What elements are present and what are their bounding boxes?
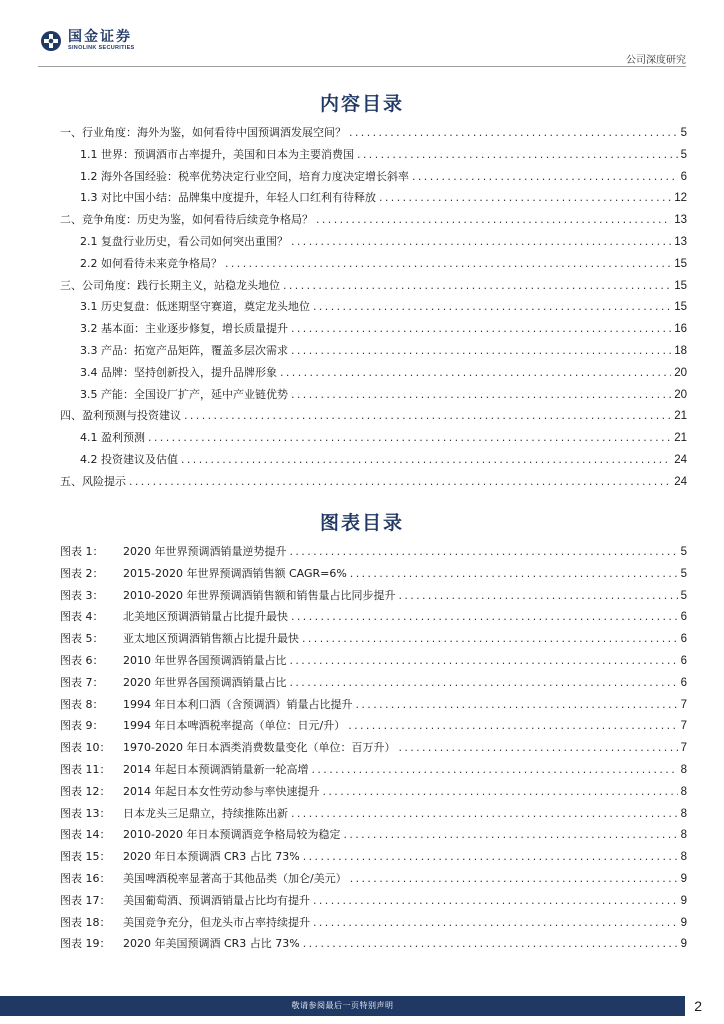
figure-number: 图表 13： bbox=[60, 806, 111, 820]
figure-entry[interactable] bbox=[60, 650, 687, 672]
figure-entry-text bbox=[60, 759, 309, 781]
toc-entry-label: 1.2 海外各国经验：税率优势决定行业空间，培育力度决定增长斜率 bbox=[80, 169, 409, 183]
toc-entry[interactable] bbox=[60, 296, 687, 318]
toc-entry-page: 24 bbox=[674, 453, 687, 466]
toc-entry-page: 13 bbox=[674, 214, 687, 227]
list-of-figures bbox=[60, 541, 687, 955]
figure-dot-leader bbox=[291, 606, 678, 628]
toc-entry[interactable] bbox=[60, 166, 687, 188]
toc-entry[interactable] bbox=[60, 384, 687, 406]
figure-entry-page: 5 bbox=[680, 589, 687, 602]
logo-english-name: SINOLINK SECURITIES bbox=[68, 45, 135, 51]
figure-number: 图表 3： bbox=[60, 588, 104, 602]
figure-dot-leader bbox=[290, 650, 678, 672]
toc-entry-page: 20 bbox=[674, 388, 687, 401]
toc-entry-label: 3.1 历史复盘：低迷期坚守赛道，奠定龙头地位 bbox=[80, 300, 310, 314]
toc-entry[interactable] bbox=[60, 144, 687, 166]
figure-caption: 1970-2020 年日本酒类消费数量变化（单位：百万升） bbox=[123, 741, 396, 755]
toc-entry[interactable] bbox=[60, 231, 687, 253]
figure-entry-text bbox=[60, 650, 287, 672]
toc-dot-leader bbox=[129, 471, 671, 493]
toc-entry[interactable] bbox=[60, 340, 687, 362]
company-logo bbox=[40, 28, 135, 54]
figure-entry-page: 6 bbox=[680, 654, 687, 667]
figure-caption: 2010 年世界各国预调酒销量占比 bbox=[123, 653, 287, 667]
figure-number: 图表 15： bbox=[60, 850, 111, 864]
figure-entry-text bbox=[60, 890, 310, 912]
figure-entry-text bbox=[60, 694, 353, 716]
toc-entry[interactable] bbox=[60, 209, 687, 231]
toc-entry-page: 21 bbox=[674, 410, 687, 423]
figure-entry-text bbox=[60, 672, 287, 694]
figure-number: 图表 11： bbox=[60, 762, 111, 776]
figures-title: 图表目录 bbox=[319, 512, 404, 534]
toc-entry-label: 1.3 对比中国小结：品牌集中度提升，年轻人口红利有待释放 bbox=[80, 191, 376, 205]
figure-entry-text bbox=[60, 563, 347, 585]
figure-entry-text bbox=[60, 824, 340, 846]
toc-entry-page: 15 bbox=[674, 301, 687, 314]
toc-entry-page: 20 bbox=[674, 366, 687, 379]
figure-entry-page: 7 bbox=[680, 742, 687, 755]
figure-number: 图表 10： bbox=[60, 741, 111, 755]
figure-entry-page: 9 bbox=[680, 938, 687, 951]
figure-number: 图表 2： bbox=[60, 566, 104, 580]
toc-entry-page: 16 bbox=[674, 323, 687, 336]
figure-entry-page: 9 bbox=[680, 894, 687, 907]
toc-title: 内容目录 bbox=[319, 93, 404, 115]
toc-entry-page: 12 bbox=[674, 192, 687, 205]
figure-caption: 2015-2020 年世界预调酒销售额 CAGR=6% bbox=[123, 566, 347, 580]
figure-entry[interactable] bbox=[60, 846, 687, 868]
figure-entry[interactable] bbox=[60, 541, 687, 563]
figure-entry-page: 7 bbox=[680, 698, 687, 711]
figure-number: 图表 18： bbox=[60, 915, 111, 929]
figure-entry-page: 6 bbox=[680, 676, 687, 689]
toc-dot-leader bbox=[184, 405, 671, 427]
toc-entry[interactable] bbox=[60, 122, 687, 144]
figure-dot-leader bbox=[312, 759, 678, 781]
toc-entry[interactable] bbox=[60, 405, 687, 427]
figure-number: 图表 9： bbox=[60, 719, 104, 733]
figure-entry-text bbox=[60, 541, 287, 563]
figure-entry-page: 8 bbox=[680, 763, 687, 776]
figure-entry-text bbox=[60, 846, 300, 868]
figure-caption: 2014 年起日本女性劳动参与率快速提升 bbox=[123, 784, 320, 798]
figure-entry[interactable] bbox=[60, 672, 687, 694]
figure-entry[interactable] bbox=[60, 824, 687, 846]
toc-entry-page: 15 bbox=[674, 279, 687, 292]
figure-entry[interactable] bbox=[60, 563, 687, 585]
figure-dot-leader bbox=[323, 781, 678, 803]
figure-number: 图表 7： bbox=[60, 675, 104, 689]
figure-dot-leader bbox=[313, 912, 678, 934]
figure-caption: 2020 年世界预调酒销量逆势提升 bbox=[123, 545, 287, 558]
figure-entry-text bbox=[60, 912, 310, 934]
figure-number: 图表 6： bbox=[60, 653, 104, 667]
toc-entry-label: 五、风险提示 bbox=[60, 474, 126, 488]
toc-entry-label: 四、盈利预测与投资建议 bbox=[60, 409, 181, 423]
toc-entry[interactable] bbox=[60, 449, 687, 471]
figure-caption: 北美地区预调酒销量占比提升最快 bbox=[123, 610, 288, 624]
table-of-contents bbox=[60, 122, 687, 493]
sinolink-logo-icon bbox=[40, 30, 62, 52]
toc-entry-label: 4.2 投资建议及估值 bbox=[80, 452, 178, 466]
figure-entry-page: 5 bbox=[680, 567, 687, 580]
figure-entry-text bbox=[60, 737, 395, 759]
footer-disclaimer: 敬请参阅最后一页特别声明 bbox=[291, 1001, 394, 1010]
toc-dot-leader bbox=[291, 231, 671, 253]
toc-dot-leader bbox=[291, 340, 671, 362]
figure-entry-text bbox=[60, 803, 288, 825]
figure-dot-leader bbox=[290, 541, 678, 563]
figure-entry-text bbox=[60, 781, 320, 803]
figure-entry[interactable] bbox=[60, 933, 687, 955]
figure-entry-text bbox=[60, 606, 288, 628]
figure-caption: 美国啤酒税率显著高于其他品类（加仑/美元） bbox=[123, 871, 347, 885]
figure-number: 图表 4： bbox=[60, 610, 104, 624]
figure-dot-leader bbox=[313, 890, 678, 912]
toc-dot-leader bbox=[316, 209, 671, 231]
toc-entry-label: 3.2 基本面：主业逐步修复，增长质量提升 bbox=[80, 322, 288, 336]
toc-dot-leader bbox=[283, 275, 671, 297]
figure-number: 图表 17： bbox=[60, 893, 111, 907]
figure-entry[interactable] bbox=[60, 803, 687, 825]
figure-caption: 2010-2020 年日本预调酒竞争格局较为稳定 bbox=[123, 828, 341, 842]
toc-entry[interactable] bbox=[60, 427, 687, 449]
figure-entry-page: 8 bbox=[680, 851, 687, 864]
toc-dot-leader bbox=[280, 362, 671, 384]
toc-entry[interactable] bbox=[60, 471, 687, 493]
logo-chinese-name: 国金证券 bbox=[68, 29, 132, 45]
toc-entry-label: 3.5 产能：全国设厂扩产，延中产业链优势 bbox=[80, 387, 288, 401]
figure-entry-text bbox=[60, 585, 395, 607]
toc-dot-leader bbox=[291, 318, 671, 340]
toc-dot-leader bbox=[181, 449, 671, 471]
figure-number: 图表 14： bbox=[60, 828, 111, 842]
figure-caption: 2020 年世界各国预调酒销量占比 bbox=[123, 675, 287, 689]
toc-entry-label: 4.1 盈利预测 bbox=[80, 431, 145, 445]
figure-entry-page: 6 bbox=[680, 611, 687, 624]
figure-number: 图表 5： bbox=[60, 632, 104, 646]
toc-entry-page: 13 bbox=[674, 235, 687, 248]
figure-dot-leader bbox=[343, 824, 677, 846]
figure-dot-leader bbox=[302, 628, 678, 650]
figure-entry[interactable] bbox=[60, 781, 687, 803]
header-divider bbox=[38, 66, 686, 67]
toc-dot-leader bbox=[148, 427, 671, 449]
figure-entry-page: 9 bbox=[680, 916, 687, 929]
figure-caption: 亚太地区预调酒销售额占比提升最快 bbox=[123, 632, 299, 646]
figure-dot-leader bbox=[303, 933, 678, 955]
figure-caption: 美国竞争充分，但龙头市占率持续提升 bbox=[123, 915, 310, 929]
figure-number: 图表 19： bbox=[60, 937, 111, 951]
figure-dot-leader bbox=[290, 672, 678, 694]
figure-entry-text bbox=[60, 868, 347, 890]
toc-dot-leader bbox=[349, 122, 678, 144]
toc-dot-leader bbox=[291, 384, 671, 406]
figure-caption: 2010-2020 年世界预调酒销售额和销售量占比同步提升 bbox=[123, 588, 396, 602]
figure-entry[interactable] bbox=[60, 912, 687, 934]
toc-entry-label: 3.4 品牌：坚持创新投入，提升品牌形象 bbox=[80, 365, 277, 379]
toc-entry-label: 一、行业角度：海外为鉴，如何看待中国预调酒发展空间？ bbox=[60, 126, 346, 139]
toc-dot-leader bbox=[412, 166, 678, 188]
toc-entry-label: 1.1 世界：预调酒市占率提升，美国和日本为主要消费国 bbox=[80, 147, 354, 161]
toc-entry[interactable] bbox=[60, 187, 687, 209]
toc-entry-label: 2.2 如何看待未来竞争格局？ bbox=[80, 256, 222, 270]
toc-entry-page: 21 bbox=[674, 432, 687, 445]
toc-entry-label: 三、公司角度：践行长期主义，站稳龙头地位 bbox=[60, 278, 280, 292]
figure-entry[interactable] bbox=[60, 585, 687, 607]
toc-entry-page: 15 bbox=[674, 257, 687, 270]
toc-entry[interactable] bbox=[60, 318, 687, 340]
figure-entry[interactable] bbox=[60, 890, 687, 912]
figure-entry-page: 7 bbox=[680, 720, 687, 733]
toc-entry[interactable] bbox=[60, 362, 687, 384]
figure-entry[interactable] bbox=[60, 759, 687, 781]
figure-entry-text bbox=[60, 933, 300, 955]
figure-entry[interactable] bbox=[60, 606, 687, 628]
figure-dot-leader bbox=[291, 803, 678, 825]
figure-entry-page: 8 bbox=[680, 785, 687, 798]
toc-entry-page: 5 bbox=[680, 127, 687, 139]
figure-dot-leader bbox=[350, 868, 678, 890]
figure-caption: 2020 年美国预调酒 CR3 占比 73% bbox=[123, 937, 300, 951]
figure-caption: 2020 年日本预调酒 CR3 占比 73% bbox=[123, 850, 300, 864]
figure-dot-leader bbox=[398, 585, 677, 607]
figure-number: 图表 8： bbox=[60, 697, 104, 711]
figure-entry-text bbox=[60, 628, 299, 650]
toc-entry-label: 2.1 复盘行业历史，看公司如何突出重围？ bbox=[80, 234, 288, 248]
figure-number: 图表 16： bbox=[60, 871, 111, 885]
toc-entry-page: 5 bbox=[680, 148, 687, 161]
figure-dot-leader bbox=[398, 737, 677, 759]
toc-dot-leader bbox=[225, 253, 671, 275]
toc-dot-leader bbox=[379, 187, 671, 209]
toc-dot-leader bbox=[313, 296, 671, 318]
figure-entry[interactable] bbox=[60, 715, 687, 737]
figure-caption: 1994 年日本啤酒税率提高（单位：日元/升） bbox=[123, 719, 346, 733]
figure-caption: 2014 年起日本预调酒销量新一轮高增 bbox=[123, 762, 309, 776]
figure-caption: 美国葡萄酒、预调酒销量占比均有提升 bbox=[123, 893, 310, 907]
toc-entry-page: 24 bbox=[674, 475, 687, 488]
toc-entry-label: 二、竞争角度：历史为鉴，如何看待后续竞争格局？ bbox=[60, 213, 313, 227]
figure-caption: 1994 年日本利口酒（含预调酒）销量占比提升 bbox=[123, 697, 353, 711]
toc-entry-page: 18 bbox=[674, 344, 687, 357]
toc-entry[interactable] bbox=[60, 275, 687, 297]
figure-caption: 日本龙头三足鼎立，持续推陈出新 bbox=[123, 806, 288, 820]
figure-dot-leader bbox=[303, 846, 678, 868]
figure-dot-leader bbox=[350, 563, 678, 585]
figure-number: 图表 12： bbox=[60, 784, 111, 798]
toc-dot-leader bbox=[357, 144, 678, 166]
page-number: 2 bbox=[694, 998, 702, 1014]
figure-number: 图表 1： bbox=[60, 545, 104, 558]
toc-entry[interactable] bbox=[60, 253, 687, 275]
figure-dot-leader bbox=[348, 715, 677, 737]
figure-dot-leader bbox=[356, 694, 678, 716]
figure-entry-page: 8 bbox=[680, 807, 687, 820]
figure-entry-page: 9 bbox=[680, 872, 687, 885]
figure-entry-page: 8 bbox=[680, 829, 687, 842]
figure-entry-page: 5 bbox=[680, 546, 687, 558]
toc-entry-page: 6 bbox=[680, 170, 687, 183]
figure-entry[interactable] bbox=[60, 628, 687, 650]
report-type-label: 公司深度研究 bbox=[626, 55, 686, 66]
figure-entry[interactable] bbox=[60, 868, 687, 890]
figure-entry[interactable] bbox=[60, 737, 687, 759]
figure-entry-text bbox=[60, 715, 345, 737]
page-header bbox=[0, 0, 724, 70]
figure-entry-page: 6 bbox=[680, 633, 687, 646]
figure-entry[interactable] bbox=[60, 694, 687, 716]
toc-entry-label: 3.3 产品：拓宽产品矩阵，覆盖多层次需求 bbox=[80, 343, 288, 357]
